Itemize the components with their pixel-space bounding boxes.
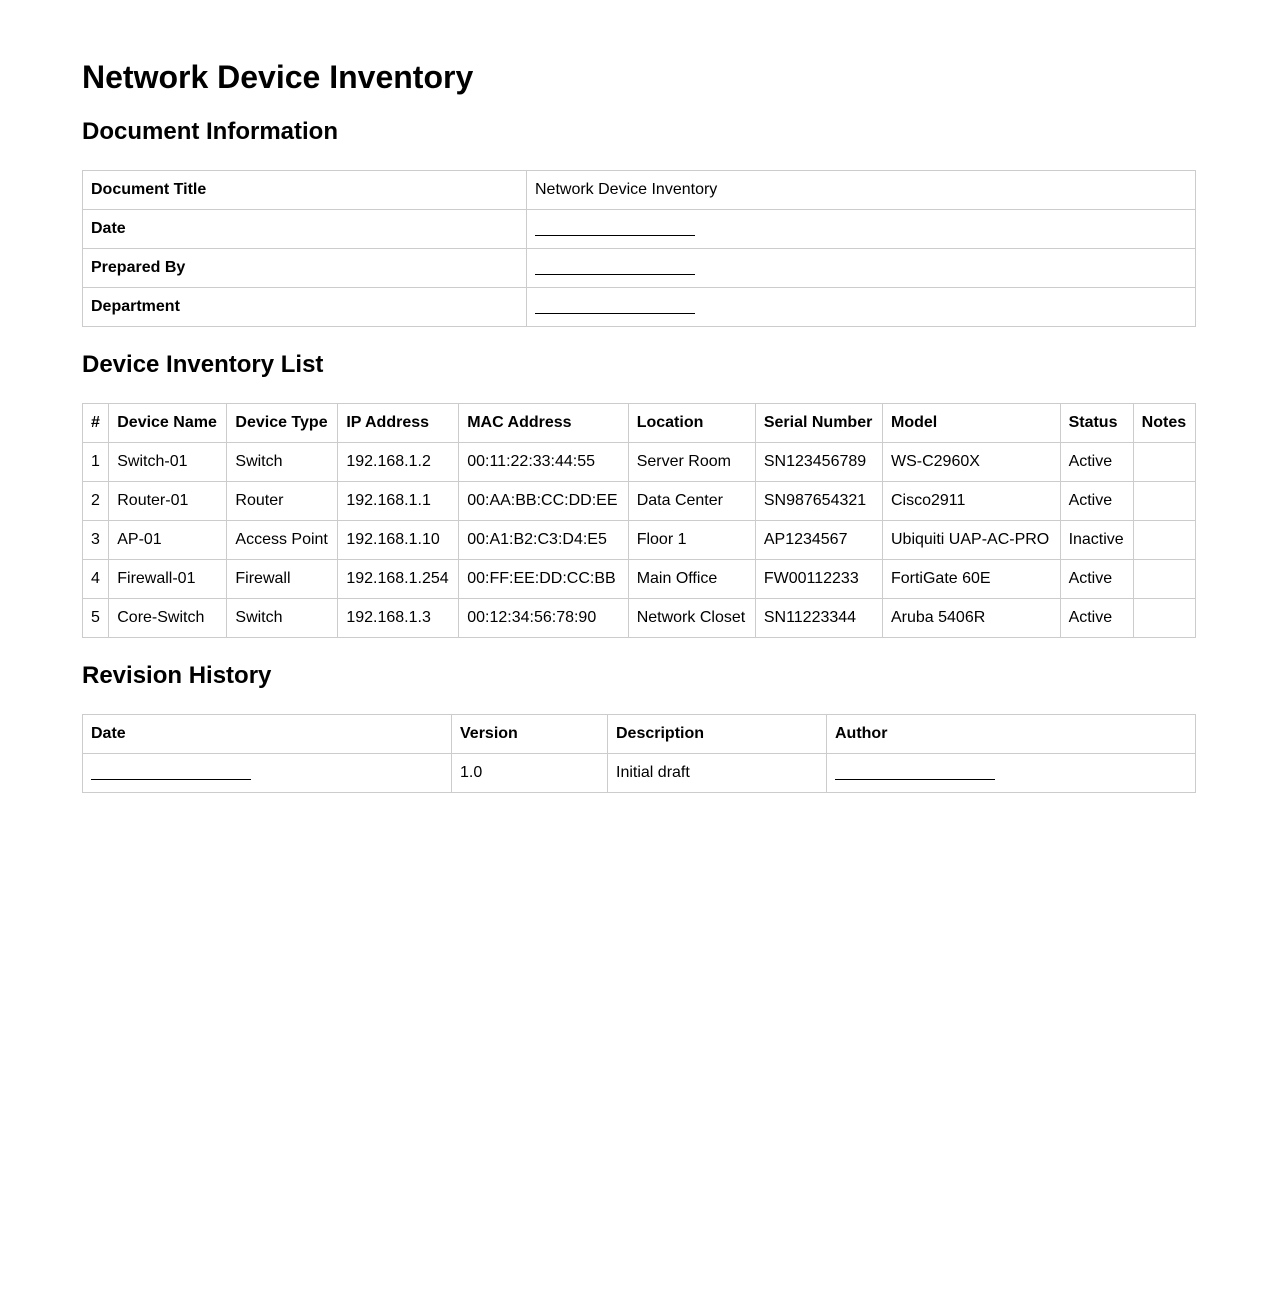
table-row [83, 521, 1196, 560]
col-notes: Notes [1133, 404, 1195, 443]
cell-number: 5 [83, 599, 109, 638]
cell-serial-number: SN987654321 [755, 482, 882, 521]
prepared-by-blank-field[interactable] [535, 260, 695, 275]
cell-author[interactable] [827, 754, 1196, 793]
revision-history-table [82, 714, 1196, 793]
cell-device-type: Switch [227, 443, 338, 482]
table-header-row [83, 715, 1196, 754]
cell-number: 1 [83, 443, 109, 482]
cell-serial-number: SN11223344 [755, 599, 882, 638]
cell-status: Active [1060, 599, 1133, 638]
col-number: # [83, 404, 109, 443]
col-location: Location [628, 404, 755, 443]
info-value-department[interactable] [527, 288, 1196, 327]
cell-mac-address: 00:A1:B2:C3:D4:E5 [459, 521, 628, 560]
cell-ip-address: 192.168.1.3 [338, 599, 459, 638]
cell-notes [1133, 560, 1195, 599]
cell-model: FortiGate 60E [882, 560, 1060, 599]
cell-device-name: Router-01 [109, 482, 227, 521]
cell-notes [1133, 482, 1195, 521]
col-description: Description [608, 715, 827, 754]
cell-location: Data Center [628, 482, 755, 521]
cell-location: Network Closet [628, 599, 755, 638]
cell-ip-address: 192.168.1.1 [338, 482, 459, 521]
cell-device-type: Access Point [227, 521, 338, 560]
cell-serial-number: SN123456789 [755, 443, 882, 482]
cell-device-type: Firewall [227, 560, 338, 599]
cell-location: Main Office [628, 560, 755, 599]
col-version: Version [452, 715, 608, 754]
revision-author-blank-field[interactable] [835, 765, 995, 780]
cell-device-name: Firewall-01 [109, 560, 227, 599]
cell-device-name: Switch-01 [109, 443, 227, 482]
cell-device-name: AP-01 [109, 521, 227, 560]
cell-status: Active [1060, 482, 1133, 521]
table-row [83, 482, 1196, 521]
inventory-heading: Device Inventory List [82, 351, 324, 378]
cell-location: Server Room [628, 443, 755, 482]
table-row [83, 443, 1196, 482]
cell-serial-number: AP1234567 [755, 521, 882, 560]
device-inventory-table [82, 403, 1196, 638]
info-row-prepared-by [83, 249, 1196, 288]
cell-model: Aruba 5406R [882, 599, 1060, 638]
table-header-row [83, 404, 1196, 443]
info-row-title [83, 171, 1196, 210]
cell-status: Active [1060, 443, 1133, 482]
cell-device-type: Switch [227, 599, 338, 638]
cell-ip-address: 192.168.1.10 [338, 521, 459, 560]
col-author: Author [827, 715, 1196, 754]
info-label: Date [83, 210, 527, 249]
cell-mac-address: 00:AA:BB:CC:DD:EE [459, 482, 628, 521]
cell-model: Ubiquiti UAP-AC-PRO [882, 521, 1060, 560]
info-label: Prepared By [83, 249, 527, 288]
cell-device-type: Router [227, 482, 338, 521]
col-device-type: Device Type [227, 404, 338, 443]
cell-status: Active [1060, 560, 1133, 599]
col-date: Date [83, 715, 452, 754]
info-label: Document Title [83, 171, 527, 210]
document-info-table [82, 170, 1196, 327]
info-value-title: Network Device Inventory [527, 171, 1196, 210]
revision-history-heading: Revision History [82, 662, 272, 689]
cell-description: Initial draft [608, 754, 827, 793]
table-row [83, 599, 1196, 638]
table-row [83, 754, 1196, 793]
cell-version: 1.0 [452, 754, 608, 793]
info-row-date [83, 210, 1196, 249]
cell-status: Inactive [1060, 521, 1133, 560]
cell-ip-address: 192.168.1.254 [338, 560, 459, 599]
info-value-prepared-by[interactable] [527, 249, 1196, 288]
col-model: Model [882, 404, 1060, 443]
info-row-department [83, 288, 1196, 327]
cell-model: Cisco2911 [882, 482, 1060, 521]
cell-mac-address: 00:FF:EE:DD:CC:BB [459, 560, 628, 599]
cell-serial-number: FW00112233 [755, 560, 882, 599]
cell-ip-address: 192.168.1.2 [338, 443, 459, 482]
cell-date[interactable] [83, 754, 452, 793]
page-title: Network Device Inventory [82, 59, 474, 95]
info-label: Department [83, 288, 527, 327]
cell-number: 2 [83, 482, 109, 521]
date-blank-field[interactable] [535, 221, 695, 236]
cell-mac-address: 00:11:22:33:44:55 [459, 443, 628, 482]
revision-date-blank-field[interactable] [91, 765, 251, 780]
table-row [83, 560, 1196, 599]
col-ip-address: IP Address [338, 404, 459, 443]
cell-model: WS-C2960X [882, 443, 1060, 482]
cell-location: Floor 1 [628, 521, 755, 560]
cell-number: 4 [83, 560, 109, 599]
cell-number: 3 [83, 521, 109, 560]
cell-device-name: Core-Switch [109, 599, 227, 638]
col-status: Status [1060, 404, 1133, 443]
document-info-heading: Document Information [82, 118, 338, 145]
info-value-date[interactable] [527, 210, 1196, 249]
col-serial-number: Serial Number [755, 404, 882, 443]
cell-mac-address: 00:12:34:56:78:90 [459, 599, 628, 638]
col-device-name: Device Name [109, 404, 227, 443]
cell-notes [1133, 599, 1195, 638]
col-mac-address: MAC Address [459, 404, 628, 443]
cell-notes [1133, 521, 1195, 560]
department-blank-field[interactable] [535, 299, 695, 314]
cell-notes [1133, 443, 1195, 482]
